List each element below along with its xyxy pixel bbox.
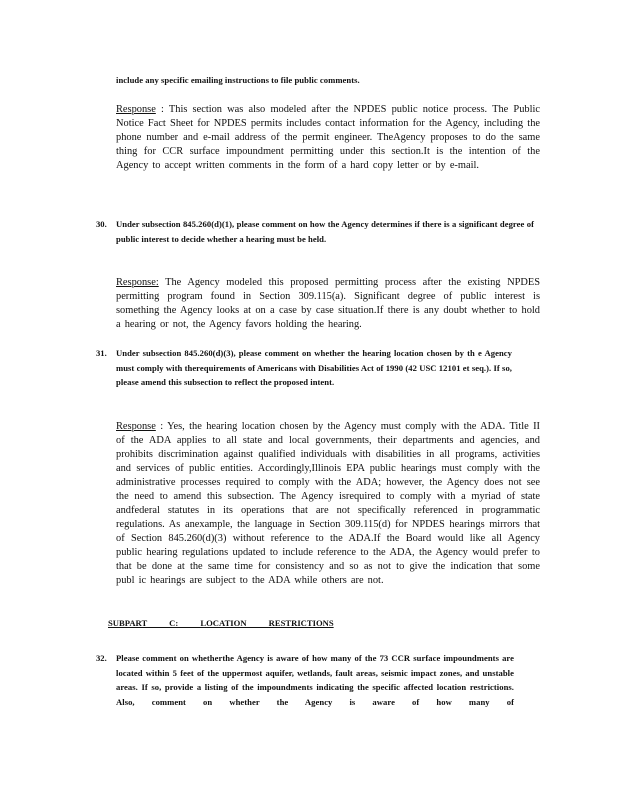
response-31 [116, 420, 540, 588]
response-30 [116, 276, 540, 332]
response-text: : Yes, the hearing location chosen by the Agency must comply with the ADA. Title II of the ADA applies to all state and local governments, their departments and agencies, and prohibits discrimination against qualified individuals with disabilities in all programs, activities and services of public entities. Accordingly,Illinois EPA public hearings must comply with the administrative processes required to comply with the ADA; however, the Agency does not see the need to amend this subsection. The Agency isrequired to comply with a myriad of state andfederal statutes in its operations that are not specifically referenced in programmatic regulations. As anexample, the language in Section 309.115(d) for NPDES hearings mirrors that of Section 845.260(d)(3) without reference to the ADA.If the Board would like all Agency public hearing regulations updated to include reference to the ADA, the Agency would prefer to that be done at the same time for consistency and so as not to give the indication that some publ ic hearings are subject to the ADA while others are not. [116, 421, 540, 586]
response-label: Response [116, 104, 156, 115]
question-number: 32. [96, 653, 107, 663]
response-text: The Agency modeled this proposed permitting process after the existing NPDES permitting program found in Section 309.115(a). Significant degree of public interest is something the Agency looks at on a case by case situation.If there is any doubt whether to hold a hearing or not, the Agency favors holding the hearing. [116, 277, 540, 330]
question-32: Please comment on whetherthe Agency is aware of how many of the 73 CCR surface impoundments are located within 5 feet of the uppermost aquifer, wetlands, fault areas, seismic impact zones, and unstable areas. If so, provide a listing of the impoundments indicating the specific affected location restrictions. Also, comment on whether the Agency is aware of how many of [116, 653, 514, 707]
question-30: Under subsection 845.260(d)(1), please comment on how the Agency determines if there is a significant degree of public interest to decide whether a hearing must be held. [116, 219, 534, 244]
response-text: : This section was also modeled after the NPDES public notice process. The Public Notice Fact Sheet for NPDES permits includes contact information for the Agency, including the phone number and e-mail address of the permit engineer. TheAgency proposes to do the same thing for CCR surface impoundment permitting under this section.It is the intention of the Agency to accept written comments in the form of a hard copy letter or by e-mail. [116, 104, 540, 171]
response-29 [116, 103, 540, 173]
response-label: Response [116, 421, 156, 432]
response-label: Response: [116, 277, 159, 288]
question-number: 31. [96, 348, 107, 358]
subpart-heading: SUBPART C: LOCATION RESTRICTIONS [108, 618, 334, 628]
question-number: 30. [96, 219, 107, 229]
question-29-fragment: include any specific emailing instructions to file public comments. [116, 75, 360, 85]
question-31: Under subsection 845.260(d)(3), please comment on whether the hearing location chosen by th e Agency must comply with therequirements of Americans with Disabilities Act of 1990 (42 USC 12101 et seq.). If so, please amend this subsection to reflect the proposed intent. [116, 348, 512, 387]
